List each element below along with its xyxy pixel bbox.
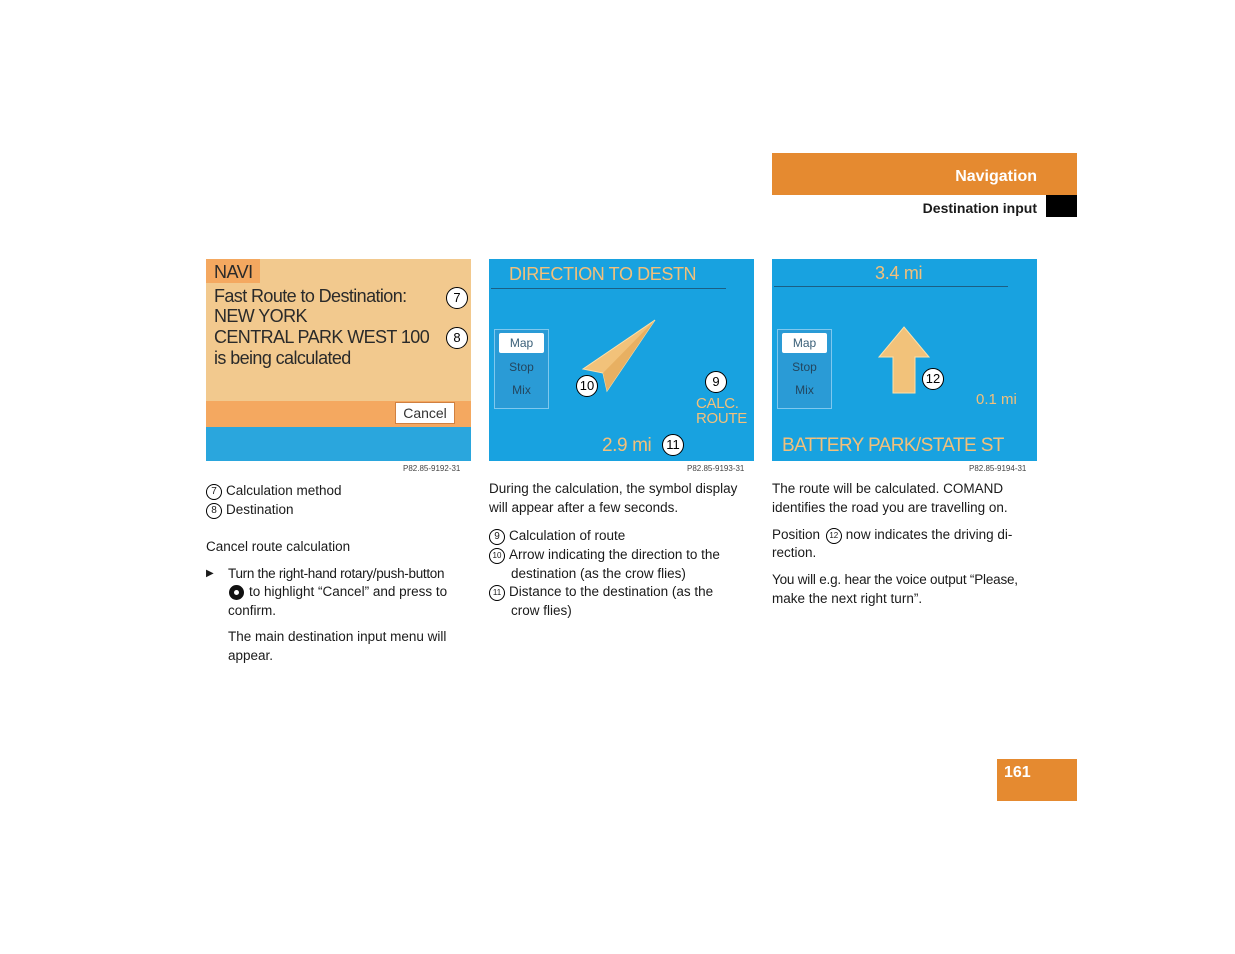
legend-number: 12: [826, 528, 842, 544]
legend-number: 7: [206, 484, 222, 500]
page-number: 161: [1004, 764, 1031, 781]
rotary-button-icon: [229, 585, 244, 600]
screen-navi-calculating: [206, 259, 471, 461]
position-text: now indicates the driving di-: [845, 527, 1013, 542]
calculating-status: is being calculated: [214, 348, 351, 368]
menu-mix[interactable]: Mix: [512, 383, 531, 397]
title-underline: [491, 288, 726, 289]
legend-text: Distance to the destination (as the: [509, 584, 714, 599]
callout-11: 11: [662, 434, 684, 456]
paragraph-line: make the next right turn”.: [772, 591, 923, 606]
figure-code: P82.85-9193-31: [687, 464, 745, 473]
paragraph-line: [772, 525, 1012, 544]
route-method-line: Fast Route to Destination:: [214, 286, 407, 306]
calc-route-line2: ROUTE: [696, 410, 748, 427]
legend-item: [489, 526, 625, 545]
result-line: appear.: [228, 648, 274, 663]
cancel-button[interactable]: Cancel: [395, 402, 455, 424]
step-line: confirm.: [228, 603, 277, 618]
top-distance: 3.4 mi: [875, 263, 923, 283]
side-menu: [777, 329, 832, 409]
menu-map-button[interactable]: Map: [782, 333, 827, 353]
screen-guidance: [772, 259, 1037, 461]
direction-title: DIRECTION TO DESTN: [509, 264, 697, 284]
destination-street: CENTRAL PARK WEST 100: [214, 327, 430, 347]
legend-text: destination (as the crow flies): [511, 566, 686, 581]
screen-bottom-bar: [206, 427, 471, 461]
legend-text: Calculation method: [226, 483, 342, 498]
step-line: Turn the right-hand rotary/push-button: [228, 566, 445, 581]
callout-8: 8: [446, 327, 468, 349]
figure-code: P82.85-9192-31: [403, 464, 461, 473]
paragraph-line: The route will be calculated. COMAND: [772, 481, 1004, 496]
figure-code: P82.85-9194-31: [969, 464, 1027, 473]
legend-text: Destination: [226, 502, 294, 517]
destination-city: NEW YORK: [214, 306, 307, 326]
legend-number: 8: [206, 503, 222, 519]
legend-number: 9: [489, 529, 505, 545]
callout-7: 7: [446, 287, 468, 309]
section-heading: Cancel route calculation: [206, 539, 351, 554]
navi-title: NAVI: [214, 262, 253, 282]
paragraph-line: rection.: [772, 545, 817, 560]
paragraph-line: identifies the road you are travelling on.: [772, 500, 1008, 515]
header-marker: [1046, 195, 1077, 217]
legend-text: Calculation of route: [509, 528, 626, 543]
intro-line: will appear after a few seconds.: [489, 500, 679, 515]
legend-item: [206, 481, 342, 500]
menu-stop[interactable]: Stop: [509, 360, 534, 374]
step-line: to highlight “Cancel” and press to: [249, 584, 448, 599]
paragraph-line: You will e.g. hear the voice output “Please,: [772, 572, 1018, 587]
next-turn-distance: 0.1 mi: [976, 391, 1017, 408]
menu-map-button[interactable]: Map: [499, 333, 544, 353]
calc-route-line1: CALC.: [696, 395, 739, 412]
legend-text: Arrow indicating the direction to the: [509, 547, 720, 562]
legend-text: crow flies): [511, 603, 572, 618]
section-title: Navigation: [955, 168, 1037, 185]
position-label: Position: [772, 527, 821, 542]
distance-readout: 2.9 mi: [602, 435, 652, 456]
callout-12: 12: [922, 368, 944, 390]
legend-number: 11: [489, 585, 505, 601]
menu-mix[interactable]: Mix: [795, 383, 814, 397]
current-road: BATTERY PARK/STATE ST: [782, 435, 1004, 456]
legend-number: 10: [489, 548, 505, 564]
legend-item: [489, 545, 720, 564]
screen-direction: [489, 259, 754, 461]
subsection-title: Destination input: [922, 200, 1037, 216]
side-menu: [494, 329, 549, 409]
callout-9: 9: [705, 371, 727, 393]
legend-item: [489, 582, 713, 601]
legend-item: [206, 500, 294, 519]
step-bullet-icon: ▶: [206, 568, 214, 579]
result-line: The main destination input menu will: [228, 629, 447, 644]
title-underline: [774, 286, 1008, 287]
menu-stop[interactable]: Stop: [792, 360, 817, 374]
callout-10: 10: [576, 375, 598, 397]
intro-line: During the calculation, the symbol display: [489, 481, 738, 496]
